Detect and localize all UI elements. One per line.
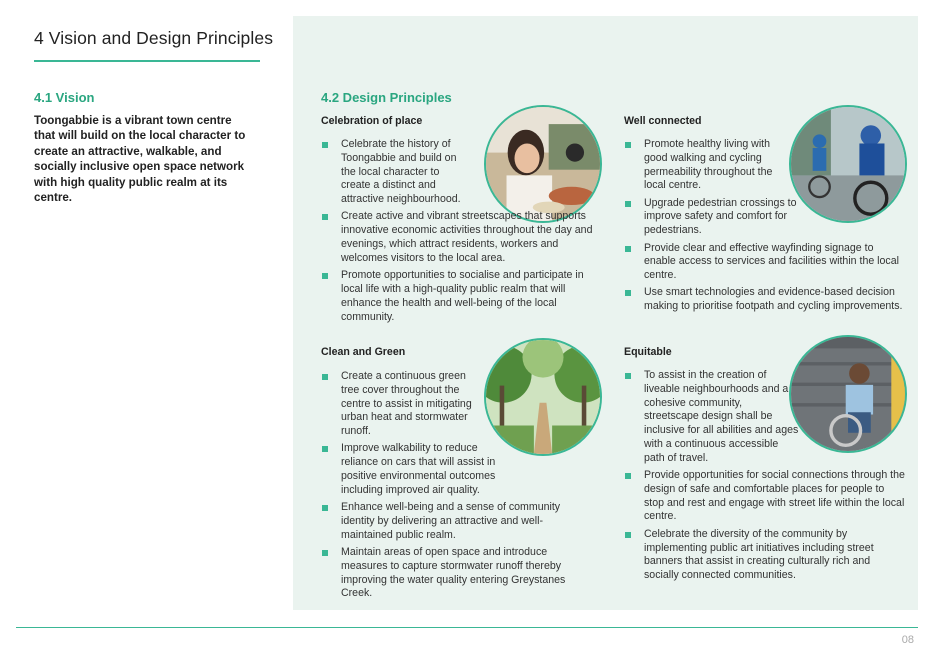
bullet-marker	[625, 201, 631, 207]
list-item: Create a continuous green tree cover throughout the centre to assist in mitigating urban heat and stormwater runoff.	[321, 370, 481, 439]
footer-rule	[16, 627, 918, 628]
list-item: Maintain areas of open space and introduce measures to capture stormwater runoff thereby improving the water quality entering Greystanes Creek.	[321, 546, 591, 601]
design-principles-heading: 4.2 Design Principles	[321, 90, 452, 105]
vision-statement: Toongabbie is a vibrant town centre that will build on the local character to create an attractive, walkable, and socially inclusive open space network with high quality public realm at its centre.	[34, 114, 246, 205]
bullet-marker	[322, 374, 328, 380]
list-item: Promote opportunities to socialise and participate in local life with a high-quality public realm that will enhance the health and well-being of the local community.	[321, 269, 593, 324]
bullet-marker	[322, 214, 328, 220]
list-item: Enhance well-being and a sense of community identity by delivering an attractive and well-maintained public realm.	[321, 501, 591, 542]
list-item: Provide opportunities for social connections through the design of safe and comfortable places for people to stop and rest and engage with street life within the local centre.	[624, 469, 906, 524]
list-item: Improve walkability to reduce reliance on cars that will assist in positive environmental outcomes including improved air quality.	[321, 442, 516, 497]
bullet-marker	[322, 446, 328, 452]
page-number: 08	[901, 634, 914, 646]
bullet-marker	[625, 246, 631, 252]
list-item: Provide clear and effective wayfinding signage to enable access to services and facilities within the local centre.	[624, 242, 906, 283]
section-title-equitable: Equitable	[624, 346, 672, 358]
bullet-marker	[322, 142, 328, 148]
bullet-marker	[625, 373, 631, 379]
bullet-marker	[322, 550, 328, 556]
list-item: To assist in the creation of liveable neighbourhoods and a cohesive community, streetscape design shall be inclusive for all abilities and ages with a continuous accessible path of travel.	[624, 369, 799, 466]
bullet-marker	[625, 142, 631, 148]
list-item: Upgrade pedestrian crossings to improve safety and comfort for pedestrians.	[624, 197, 819, 238]
list-item: Celebrate the history of Toongabbie and build on the local character to create a distinct and attractive neighbourhood.	[321, 138, 471, 207]
clean-green-list	[321, 370, 593, 605]
celebration-list	[321, 138, 593, 328]
bullet-marker	[322, 273, 328, 279]
page-title: 4 Vision and Design Principles	[34, 28, 274, 48]
title-underline	[34, 60, 260, 62]
bullet-marker	[625, 532, 631, 538]
vision-heading: 4.1 Vision	[34, 90, 95, 105]
bullet-marker	[625, 473, 631, 479]
well-connected-list	[624, 138, 906, 318]
list-item: Promote healthy living with good walking and cycling permeability throughout the local centre.	[624, 138, 794, 193]
bullet-marker	[625, 290, 631, 296]
section-title-celebration: Celebration of place	[321, 115, 423, 127]
list-item: Create active and vibrant streetscapes that supports innovative economic activities throughout the day and evenings, which attract residents, workers and welcomes visitors to the local area.	[321, 210, 593, 265]
bullet-marker	[322, 505, 328, 511]
list-item: Use smart technologies and evidence-based decision making to prioritise footpath and cycling improvements.	[624, 286, 906, 314]
section-title-well-connected: Well connected	[624, 115, 702, 127]
section-title-clean-green: Clean and Green	[321, 346, 406, 358]
equitable-list	[624, 369, 906, 586]
list-item: Celebrate the diversity of the community by implementing public art initiatives including street banners that assist in creating culturally rich and socially connected communities.	[624, 528, 906, 583]
